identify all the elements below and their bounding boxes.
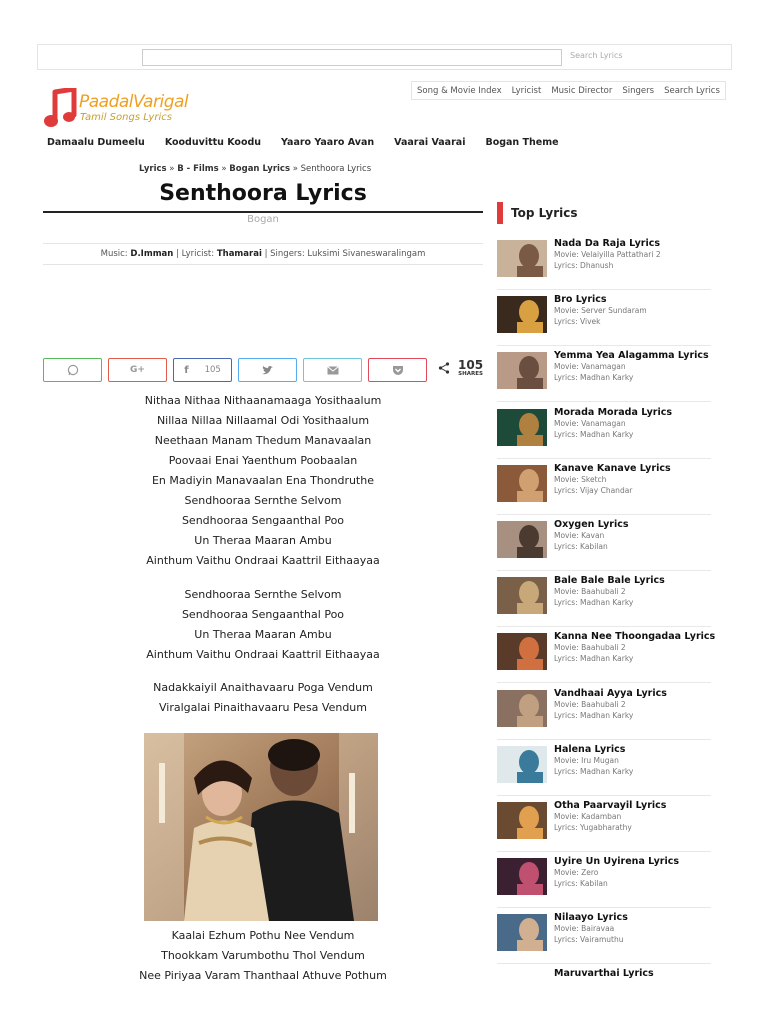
lyricist-value: Madhan Karky <box>580 654 634 664</box>
top-lyrics-movie <box>554 700 626 709</box>
top-lyrics-title[interactable]: Bale Bale Bale Lyrics <box>554 575 665 587</box>
top-lyrics-movie <box>554 924 614 933</box>
top-nav <box>411 81 726 100</box>
pocket-icon <box>392 365 404 376</box>
music-label: Music: <box>100 249 128 259</box>
movie-value: Kadamban <box>581 812 622 821</box>
top-lyrics-movie <box>554 868 598 877</box>
lyricist-value: Yugabharathy <box>580 823 632 832</box>
lyricist-value: Dhanush <box>580 261 614 270</box>
whatsapp-icon <box>67 364 79 376</box>
movie-label: Movie: <box>554 699 579 709</box>
top-lyrics-movie <box>554 419 626 428</box>
top-lyrics-movie <box>554 362 626 371</box>
top-lyrics-lyricist <box>554 542 608 551</box>
search-input[interactable] <box>142 49 562 66</box>
song-link[interactable]: Kooduvittu Koodu <box>164 137 262 148</box>
top-lyrics-lyricist <box>554 373 633 382</box>
movie-value: Baahubali 2 <box>581 643 626 653</box>
top-lyrics-lyricist <box>554 486 632 495</box>
movie-value: Iru Mugan <box>581 755 619 765</box>
lyricist-label: Lyrics: <box>554 429 578 439</box>
search-button[interactable]: Search Lyrics <box>570 51 623 60</box>
movie-value: Vanamagan <box>581 362 626 372</box>
singers-label: Singers: <box>270 249 305 259</box>
top-lyrics-title[interactable]: Uyire Un Uyirena Lyrics <box>554 856 679 868</box>
music-note-icon <box>44 88 78 128</box>
breadcrumb-separator: » <box>221 164 227 174</box>
lyric-line: Viralgalai Pinaithavaaru Pesa Vendum <box>158 701 367 714</box>
top-lyrics-item[interactable] <box>497 515 711 571</box>
lyricist-label: Lyrics: <box>554 373 578 383</box>
movie-value: Sketch <box>581 474 607 484</box>
top-lyrics-lyricist <box>554 598 633 607</box>
share-total-count: 105 <box>458 358 484 372</box>
top-lyrics-lyricist <box>554 430 633 439</box>
lyricist-link[interactable]: Thamarai <box>216 249 262 259</box>
top-lyrics-lyricist <box>554 711 633 720</box>
whatsapp-share-button[interactable] <box>43 358 102 382</box>
lyricist-value: Vijay Chandar <box>580 485 633 495</box>
top-lyrics-title[interactable]: Yemma Yea Alagamma Lyrics <box>554 350 709 362</box>
music-director-link[interactable]: D.Imman <box>130 249 174 259</box>
google-plus-icon: G+ <box>130 365 145 375</box>
top-lyrics-title[interactable]: Kanna Nee Thoongadaa Lyrics <box>554 631 716 643</box>
nav-music-director[interactable]: Music Director <box>551 85 613 96</box>
top-lyrics-title[interactable]: Halena Lyrics <box>554 743 626 755</box>
movie-label: Movie: <box>554 868 579 878</box>
breadcrumb-item[interactable]: B - Films <box>177 164 219 174</box>
lyricist-label: Lyricist: <box>181 249 215 259</box>
lyrics-stanza-4 <box>43 926 483 986</box>
lyricist-value: Madhan Karky <box>580 598 634 608</box>
site-logo[interactable] <box>44 88 189 132</box>
movie-label: Movie: <box>554 418 579 428</box>
top-lyrics-item[interactable] <box>497 796 711 852</box>
top-lyrics-movie <box>554 756 619 765</box>
lyric-line: Thookkam Varumbothu Thol Vendum <box>161 949 365 962</box>
top-lyrics-title[interactable]: Kanave Kanave Lyrics <box>554 462 671 474</box>
top-lyrics-title[interactable]: Bro Lyrics <box>554 294 607 306</box>
title-divider <box>43 211 483 213</box>
lyricist-label: Lyrics: <box>554 935 578 945</box>
lyricist-value: Kabilan <box>580 879 608 889</box>
lyricist-value: Madhan Karky <box>580 766 634 776</box>
lyric-line: Nadakkaiyil Anaithavaaru Poga Vendum <box>153 681 373 694</box>
share-total-label: SHARES <box>458 371 483 377</box>
lyricist-label: Lyrics: <box>554 710 578 720</box>
top-lyrics-movie <box>554 643 626 652</box>
top-lyrics-item[interactable] <box>497 852 711 908</box>
facebook-share-count: 105 <box>204 365 221 375</box>
top-lyrics-title[interactable]: Vandhaai Ayya Lyrics <box>554 687 667 699</box>
lyric-line: Neethaan Manam Thedum Manavaalan <box>154 434 372 447</box>
movie-label: Movie: <box>554 474 579 484</box>
top-lyrics-heading: Top Lyrics <box>497 202 578 224</box>
facebook-share-button[interactable] <box>173 358 232 382</box>
lyricist-label: Lyrics: <box>554 766 578 776</box>
breadcrumb-item[interactable]: Bogan Lyrics <box>229 164 291 174</box>
lyric-line: Kaalai Ezhum Pothu Nee Vendum <box>171 929 355 942</box>
movie-value: Bairavaa <box>581 924 615 934</box>
song-thumbnail[interactable] <box>497 296 547 333</box>
movie-label: Movie: <box>554 362 579 372</box>
top-lyrics-item[interactable] <box>497 346 711 402</box>
lyricist-label: Lyrics: <box>554 654 578 664</box>
top-lyrics-item[interactable] <box>497 571 711 627</box>
song-thumbnail[interactable] <box>497 746 547 783</box>
lyric-line: En Madiyin Manavaalan Ena Thondruthe <box>151 474 374 487</box>
lyric-line: Sendhooraa Sernthe Selvom <box>184 494 342 507</box>
lyric-line: Poovaai Enai Yaenthum Poobaalan <box>168 454 358 467</box>
top-lyrics-title[interactable]: Maruvarthai Lyrics <box>554 968 654 979</box>
movie-value: Server Sundaram <box>581 306 647 316</box>
top-lyrics-movie <box>554 475 606 484</box>
movie-name[interactable]: Bogan <box>247 214 279 225</box>
movie-value: Zero <box>581 868 599 878</box>
top-lyrics-item[interactable] <box>497 234 711 290</box>
top-lyrics-movie <box>554 812 621 821</box>
top-lyrics-movie <box>554 250 661 259</box>
movie-label: Movie: <box>554 587 579 597</box>
lyricist-value: Vivek <box>580 317 601 327</box>
lyrics-stanza-1 <box>43 391 483 571</box>
lyricist-value: Madhan Karky <box>580 429 634 439</box>
top-lyrics-title[interactable]: Nilaayo Lyrics <box>554 912 628 924</box>
song-still-image <box>144 733 378 921</box>
lyricist-label: Lyrics: <box>554 261 578 270</box>
pocket-share-button[interactable] <box>368 358 427 382</box>
lyric-line: Sendhooraa Sengaanthal Poo <box>181 608 345 621</box>
breadcrumb-item[interactable]: Lyrics <box>139 164 167 174</box>
nav-lyricist[interactable]: Lyricist <box>511 85 542 96</box>
lyric-line: Ainthum Vaithu Ondraai Kaattril Eithaayaa <box>146 554 380 567</box>
song-credits: Music: D.Imman | Lyricist: Thamarai | Singers: Luksimi Sivaneswaralingam <box>43 243 483 265</box>
song-thumbnail[interactable] <box>497 577 547 614</box>
top-lyrics-movie <box>554 306 647 315</box>
movie-value: Velaiyilla Pattathari 2 <box>581 250 661 259</box>
email-share-button[interactable] <box>303 358 362 382</box>
search-bar <box>37 44 732 70</box>
top-lyrics-title[interactable]: Morada Morada Lyrics <box>554 406 673 418</box>
top-lyrics-movie <box>554 531 604 540</box>
top-lyrics-title[interactable]: Otha Paarvayil Lyrics <box>554 800 667 811</box>
song-thumbnail[interactable] <box>497 690 547 727</box>
lyric-line: Sendhooraa Sernthe Selvom <box>184 588 342 601</box>
lyricist-label: Lyrics: <box>554 879 578 889</box>
top-lyrics-lyricist <box>554 879 608 888</box>
song-link[interactable]: Yaaro Yaaro Avan <box>281 137 375 148</box>
top-lyrics-item[interactable] <box>497 627 716 683</box>
song-link[interactable]: Vaarai Vaarai <box>394 137 466 148</box>
top-lyrics-lyricist <box>554 767 633 776</box>
google-plus-share-button[interactable] <box>108 358 167 382</box>
song-link[interactable]: Bogan Theme <box>485 137 559 148</box>
movie-label: Movie: <box>554 812 579 821</box>
breadcrumb <box>139 164 371 174</box>
lyricist-label: Lyrics: <box>554 485 578 495</box>
nav-singers[interactable]: Singers <box>622 85 655 96</box>
lyrics-stanza-3 <box>43 678 483 718</box>
top-lyrics-item[interactable] <box>497 459 711 515</box>
top-lyrics-item[interactable] <box>497 684 711 740</box>
movie-label: Movie: <box>554 643 579 653</box>
lyric-line: Ainthum Vaithu Ondraai Kaattril Eithaayaa <box>146 648 380 661</box>
top-lyrics-title[interactable]: Nada Da Raja Lyrics <box>554 238 661 249</box>
top-lyrics-lyricist <box>554 317 601 326</box>
top-lyrics-title[interactable]: Oxygen Lyrics <box>554 519 629 530</box>
song-link[interactable]: Damaalu Dumeelu <box>47 137 145 148</box>
lyricist-value: Madhan Karky <box>580 373 634 383</box>
song-thumbnail[interactable] <box>497 240 547 277</box>
top-lyrics-item[interactable] <box>497 290 711 346</box>
top-lyrics-lyricist <box>554 823 632 832</box>
song-thumbnail[interactable] <box>497 633 547 670</box>
lyric-line: Sendhooraa Sengaanthal Poo <box>181 514 345 527</box>
top-lyrics-item[interactable] <box>497 740 711 796</box>
email-icon <box>327 366 339 375</box>
facebook-icon: f <box>184 364 189 376</box>
lyric-line: Un Theraa Maaran Ambu <box>194 628 332 641</box>
song-thumbnail[interactable] <box>497 409 547 446</box>
top-lyrics-item[interactable] <box>497 908 711 964</box>
movie-label: Movie: <box>554 531 579 540</box>
song-thumbnail[interactable] <box>497 352 547 389</box>
movie-label: Movie: <box>554 306 579 316</box>
nav-search-lyrics[interactable]: Search Lyrics <box>664 85 720 96</box>
logo-title: PaadalVarigal <box>79 92 189 112</box>
movie-value: Baahubali 2 <box>581 587 626 597</box>
movie-label: Movie: <box>554 924 579 934</box>
breadcrumb-separator: » <box>169 164 175 174</box>
lyricist-value: Vairamuthu <box>580 935 624 945</box>
singers-link[interactable]: Luksimi Sivaneswaralingam <box>307 249 426 259</box>
movie-value: Baahubali 2 <box>581 699 626 709</box>
top-lyrics-lyricist <box>554 935 623 944</box>
logo-tagline: Tamil Songs Lyrics <box>80 112 172 123</box>
share-total <box>438 359 483 377</box>
lyric-line: Nillaa Nillaa Nillaamal Odi Yosithaalum <box>156 414 370 427</box>
lyric-line: Nithaa Nithaa Nithaanamaaga Yosithaalum <box>144 394 382 407</box>
movie-value: Vanamagan <box>581 418 626 428</box>
twitter-icon <box>261 365 274 376</box>
lyric-line: Un Theraa Maaran Ambu <box>194 534 332 547</box>
top-lyrics-item[interactable] <box>497 403 711 459</box>
lyricist-label: Lyrics: <box>554 598 578 608</box>
top-lyrics-movie <box>554 587 626 596</box>
lyricist-value: Kabilan <box>580 542 608 551</box>
nav-song-movie-index[interactable]: Song & Movie Index <box>417 85 502 96</box>
breadcrumb-current: Senthoora Lyrics <box>300 164 372 174</box>
top-lyrics-lyricist <box>554 654 633 663</box>
top-lyrics-lyricist <box>554 261 613 270</box>
song-thumbnail[interactable] <box>497 858 547 895</box>
lyric-line: Nee Piriyaa Varam Thanthaal Athuve Pothum <box>139 969 387 982</box>
song-nav <box>47 137 579 148</box>
song-thumbnail[interactable] <box>497 465 547 502</box>
lyricist-label: Lyrics: <box>554 542 578 551</box>
twitter-share-button[interactable] <box>238 358 297 382</box>
lyricist-value: Madhan Karky <box>580 710 634 720</box>
movie-value: Kavan <box>581 531 605 540</box>
movie-label: Movie: <box>554 755 579 765</box>
song-thumbnail[interactable] <box>497 914 547 951</box>
breadcrumb-separator: » <box>292 164 298 174</box>
lyricist-label: Lyrics: <box>554 823 578 832</box>
share-icon <box>438 362 450 374</box>
page-title: Senthoora Lyrics <box>159 181 367 206</box>
movie-label: Movie: <box>554 250 579 259</box>
lyrics-stanza-2 <box>43 585 483 665</box>
song-thumbnail[interactable] <box>497 521 547 558</box>
lyricist-label: Lyrics: <box>554 317 578 327</box>
song-thumbnail[interactable] <box>497 802 547 839</box>
